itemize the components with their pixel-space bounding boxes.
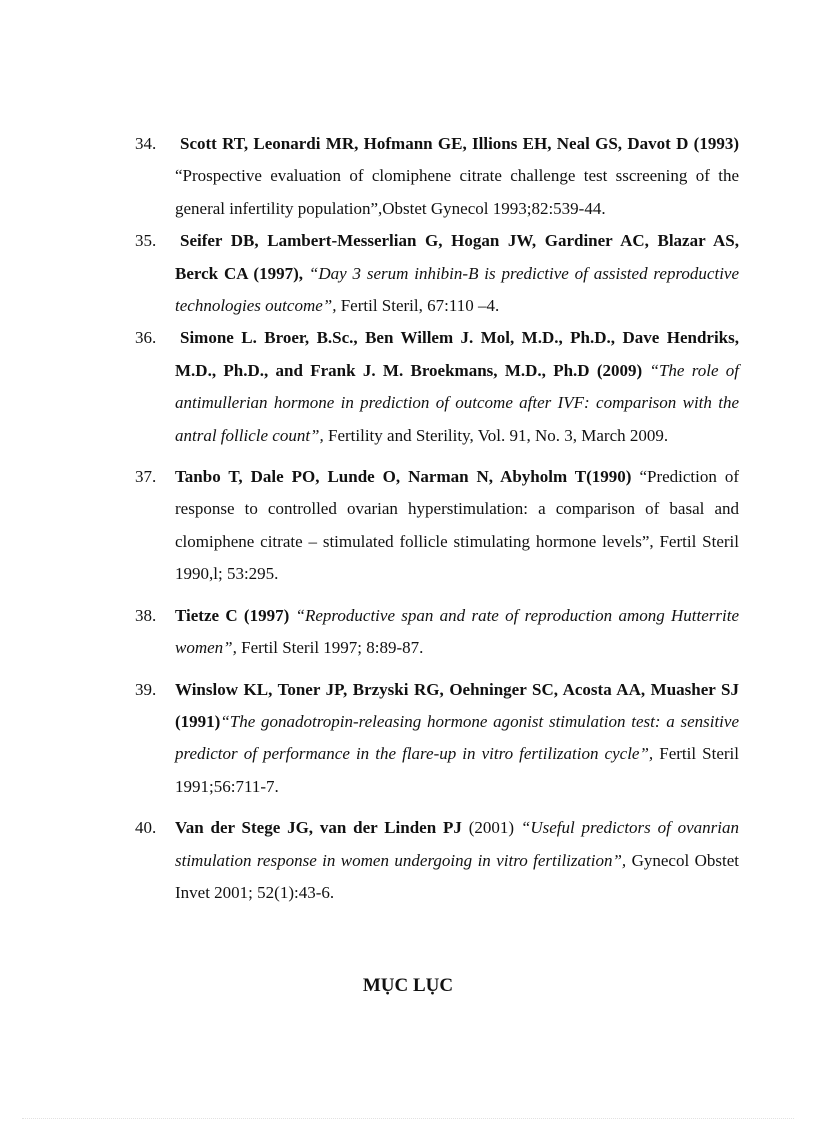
reference-title: “Prediction of response to controlled ovarian hyperstimulation: a comparison of basal and clomiphene citrate – stimulated follicle stimulating hormone levels”,	[175, 467, 739, 551]
reference-source: Fertil Steril 1997; 8:89-87.	[241, 638, 424, 658]
reference-number: 36.	[135, 328, 157, 348]
reference-40	[135, 812, 739, 909]
reference-35	[135, 225, 739, 322]
table-of-contents-heading: MỤC LỤC	[362, 975, 454, 996]
reference-number: 34.	[135, 134, 157, 153]
reference-38	[135, 600, 739, 665]
reference-number: 38.	[135, 605, 157, 625]
reference-authors: Winslow KL, Toner JP, Brzyski RG, Oehninger SC, Acosta AA, Muasher SJ (1991)	[175, 679, 739, 731]
reference-authors: Simone L. Broer, B.Sc., Ben Willem J. Mol, M.D., Ph.D., Dave Hendriks, M.D., Ph.D., and Frank J. M. Broekmans, M.D., Ph.D (2009)	[175, 328, 739, 380]
reference-37	[135, 461, 739, 591]
reference-title: “Day 3 serum inhibin-B is predictive of assisted reproductive technologies outcome”,	[175, 263, 740, 316]
reference-number: 39.	[135, 679, 157, 699]
reference-authors: Seifer DB, Lambert-Messerlian G, Hogan JW, Gardiner AC, Blazar AS, Berck CA (1997),	[175, 231, 739, 283]
page-bottom-divider	[22, 1118, 794, 1119]
reference-title: “Prospective evaluation of clomiphene citrate challenge test sscreening of the general infertility population”,	[175, 166, 739, 218]
reference-number: 40.	[135, 818, 157, 838]
reference-number: 35.	[135, 231, 157, 251]
reference-authors: Scott RT, Leonardi MR, Hofmann GE, Illions EH, Neal GS, Davot D (1993)	[180, 134, 739, 153]
reference-list	[135, 128, 739, 909]
reference-title: “The role of antimullerian hormone in prediction of outcome after IVF: comparison with the antral follicle count”,	[175, 360, 739, 445]
reference-authors: Tietze C (1997)	[175, 605, 290, 625]
reference-title: “Reproductive span and rate of reproduction among Hutterrite women”,	[175, 605, 740, 658]
reference-source: Fertility and Sterility, Vol. 91, No. 3, March 2009.	[328, 425, 669, 445]
reference-39	[135, 674, 739, 804]
reference-year: (2001)	[468, 818, 515, 838]
reference-36	[135, 322, 739, 452]
reference-source: Fertil Steril 1990,l; 53:295.	[175, 531, 739, 584]
reference-title: “Useful predictors of ovanrian stimulation response in women undergoing in vitro fertilization”,	[175, 818, 740, 870]
reference-title: “The gonadotropin-releasing hormone agonist stimulation test: a sensitive predictor of performance in the flare-up in vitro fertilization cycle”,	[175, 711, 739, 764]
reference-number: 37.	[135, 467, 157, 487]
reference-source: Fertil Steril 1991;56:711-7.	[175, 744, 739, 796]
reference-source: Fertil Steril, 67:110 –4.	[340, 296, 500, 316]
reference-source: Obstet Gynecol 1993;82:539-44.	[382, 198, 606, 218]
reference-34	[135, 128, 739, 225]
reference-authors: Van der Stege JG, van der Linden PJ	[175, 818, 462, 838]
reference-authors: Tanbo T, Dale PO, Lunde O, Narman N, Abyholm T(1990)	[175, 467, 632, 487]
reference-source: Gynecol Obstet Invet 2001; 52(1):43-6.	[175, 850, 740, 902]
